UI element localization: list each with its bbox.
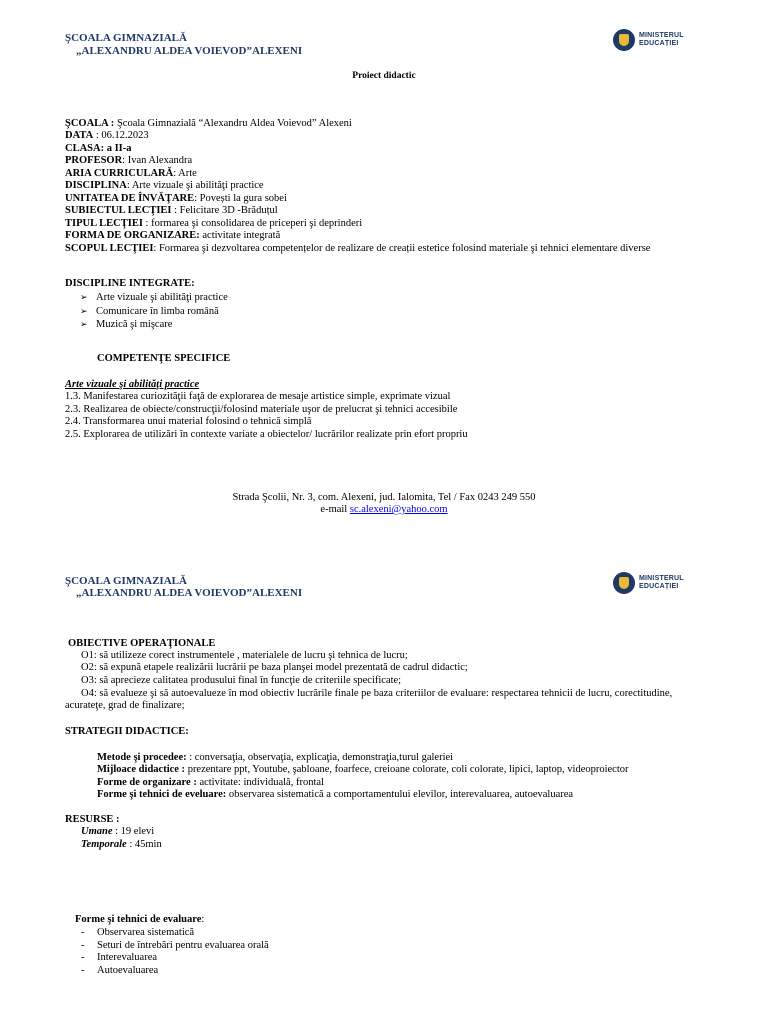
info-label: DISCIPLINA: [65, 180, 127, 192]
strategy-row: Forme de organizare : activitate: individuală, frontal: [97, 777, 324, 788]
arrow-bullet-icon: ➢: [80, 319, 88, 329]
dash-bullet-icon: -: [81, 940, 85, 951]
info-row: [65, 118, 352, 130]
arrow-bullet-icon: ➢: [80, 292, 88, 302]
coat-of-arms-icon: [613, 29, 635, 51]
dash-bullet-icon: -: [81, 927, 85, 938]
info-value: : Felicitare 3D -Brăduțul: [171, 205, 278, 217]
info-value: : formarea şi consolidarea de priceperi şi deprinderi: [142, 217, 363, 229]
page-title: Proiect didactic: [352, 71, 416, 81]
evaluation-heading-line: Forme şi tehnici de evaluare:: [75, 914, 205, 925]
info-label: CLASA: a II-a: [65, 142, 132, 154]
list-item: ➢ Arte vizuale şi abilităţi practice: [80, 292, 228, 303]
logo-line2: EDUCAȚIEI: [639, 583, 679, 590]
email-link[interactable]: sc.alexeni@yahoo.com: [349, 504, 448, 515]
info-label: SUBIECTUL LECŢIEI: [65, 205, 172, 217]
info-value: : Ivan Alexandra: [122, 155, 193, 167]
logo-line1: MINISTERUL: [639, 575, 684, 582]
info-value: : 06.12.2023: [93, 130, 149, 142]
school-name-line2-page2: „ALEXANDRU ALDEA VOIEVOD”ALEXENI: [76, 587, 303, 599]
logo-line2: EDUCAȚIEI: [639, 40, 679, 47]
logo-line1: MINISTERUL: [639, 32, 684, 39]
info-value: Şcoala Gimnazială “Alexandru Aldea Voievod” Alexeni: [114, 118, 352, 129]
info-label: SCOPUL LECŢIEI: [65, 242, 154, 254]
school-name-line2: „ALEXANDRU ALDEA VOIEVOD”ALEXENI: [76, 45, 303, 57]
resource-row: Umane : 19 elevi: [81, 826, 155, 837]
resource-row: Temporale : 45min: [81, 839, 162, 850]
objective-item: O1: să utilizeze corect instrumentele , materialele de lucru şi tehnica de lucru;: [81, 650, 408, 661]
info-row: [65, 205, 278, 217]
info-label: DATA: [65, 130, 94, 142]
footer-email-label: e-mail: [320, 504, 350, 515]
info-row: [65, 230, 280, 242]
evaluation-item: - Interevaluarea: [81, 952, 158, 963]
competences-subheading: Arte vizuale şi abilităţi practice: [65, 379, 200, 390]
arrow-bullet-icon: ➢: [80, 305, 88, 316]
info-value: activitate integrată: [199, 230, 281, 242]
footer-email-line: [0, 504, 768, 517]
disciplines-list: [80, 291, 228, 332]
info-value: : Povești la gura sobei: [194, 192, 287, 204]
info-label: FORMA DE ORGANIZARE:: [65, 230, 200, 242]
competence-item: 2.4. Transformarea unui material folosind o tehnică simplă: [65, 416, 312, 427]
info-label: TIPUL LECŢIEI: [65, 217, 143, 229]
info-label: ARIA CURRICULARĂ: [65, 167, 174, 179]
resources-heading: RESURSE :: [65, 814, 120, 825]
info-value: : Formarea şi dezvoltarea competențelor de realizare de creații estetice folosind materiale şi tehnici elementare diverse: [153, 242, 651, 254]
evaluation-item: - Autoevaluarea: [81, 965, 159, 976]
info-label: UNITATEA DE ÎNVĂŢARE: [65, 192, 195, 204]
info-label: PROFESOR: [65, 155, 123, 167]
info-row: [65, 193, 287, 205]
strategy-row: Metode şi procedee: : conversaţia, observaţia, explicaţia, demonstraţia,turul galeriei: [97, 752, 454, 763]
strategies-heading: STRATEGII DIDACTICE:: [65, 726, 189, 737]
info-row: [65, 130, 149, 142]
list-item: ➢ Comunicare în limba română: [80, 305, 219, 317]
info-row: [65, 218, 362, 230]
evaluation-heading: Forme şi tehnici de evaluare: [75, 914, 202, 925]
disciplines-heading: DISCIPLINE INTEGRATE:: [65, 278, 195, 289]
info-label: ŞCOALA :: [65, 118, 115, 129]
info-value: : Arte: [173, 167, 197, 179]
strategy-row: Mijloace didactice : prezentare ppt, Youtube, şabloane, foarfece, creioane colorate, coli colorate, lipici, laptop, videoproiector: [97, 764, 629, 775]
objective-item: O4: să evalueze şi să autoevalueze în mod obiectiv lucrările finale pe baza criteriilor de evaluare: respectarea tehnicii de lucru, corectitudine,: [81, 688, 673, 699]
info-row: [65, 155, 192, 167]
evaluation-item: - Seturi de întrebări pentru evaluarea orală: [81, 940, 269, 951]
info-row: [65, 243, 650, 255]
dash-bullet-icon: -: [81, 952, 85, 963]
dash-bullet-icon: -: [81, 965, 85, 976]
evaluation-item: - Observarea sistematică: [81, 927, 195, 938]
objective-item: O2: să expună etapele realizării lucrării pe baza planşei model prezentată de cadrul didactic;: [81, 662, 468, 673]
ministry-logo-page2: [613, 572, 684, 594]
info-row: [65, 168, 197, 180]
list-item: ➢ Muzică şi mişcare: [80, 319, 173, 330]
school-name-line1: ŞCOALA GIMNAZIALĂ: [65, 32, 187, 44]
ministry-logo: [613, 29, 684, 51]
objectives-heading: OBIECTIVE OPERAŢIONALE: [68, 638, 216, 649]
strategy-row: Forme şi tehnici de eveluare: observarea sistematică a comportamentului elevilor, interevaluarea, autoevaluarea: [97, 789, 574, 800]
school-name-line1-page2: ŞCOALA GIMNAZIALĂ: [65, 575, 187, 587]
competence-item: 2.5. Explorarea de utilizări în contexte variate a obiectelor/ lucrărilor realizate prin efort propriu: [65, 429, 468, 440]
info-row: [65, 143, 132, 155]
competences-heading: COMPETENŢE SPECIFICE: [97, 353, 231, 364]
objective-continuation: acurateţe, grad de finalizare;: [65, 700, 185, 711]
competence-item: 1.3. Manifestarea curiozităţii faţă de explorarea de mesaje artistice simple, exprimate vizual: [65, 391, 451, 402]
competence-item: 2.3. Realizarea de obiecte/construcţii/folosind materiale uşor de prelucrat şi tehnici accesibile: [65, 404, 458, 415]
objective-item: O3: să aprecieze calitatea produsului final în funcţie de criteriile specificate;: [81, 675, 402, 686]
info-value: : Arte vizuale şi abilităţi practice: [126, 180, 264, 192]
info-row: [65, 180, 264, 192]
coat-of-arms-icon: [613, 572, 635, 594]
footer-address: Strada Şcolii, Nr. 3, com. Alexeni, jud. Ialomita, Tel / Fax 0243 249 550: [232, 492, 536, 503]
